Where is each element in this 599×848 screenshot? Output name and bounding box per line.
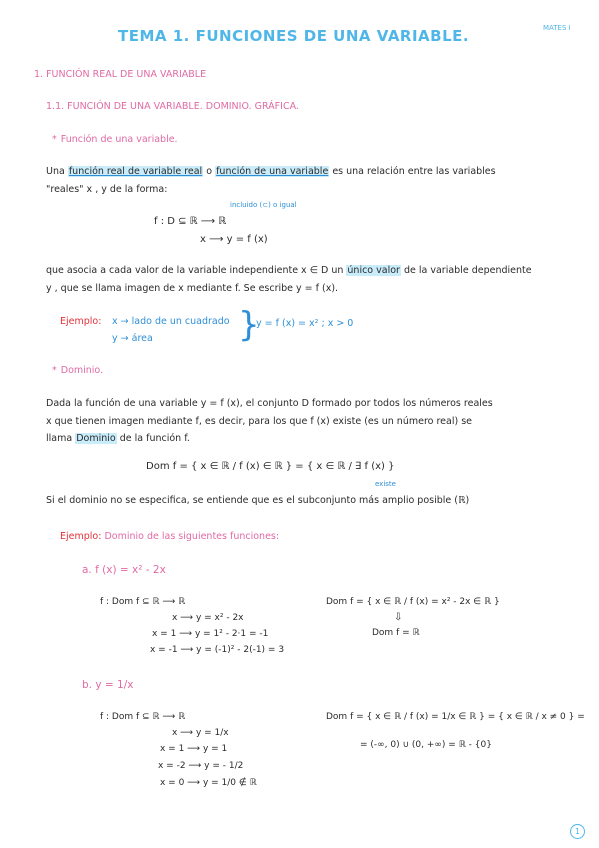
text: o	[206, 166, 213, 177]
page-number: 1	[570, 824, 585, 839]
bullet-icon: *	[52, 365, 57, 376]
definition-line-4: y , que se llama imagen de x mediante f. Se escribe y = f (x).	[46, 283, 339, 294]
highlight-term: función real de variable real	[68, 166, 203, 177]
item-function: f (x) = x² - 2x	[95, 564, 166, 576]
item-a	[82, 564, 166, 576]
b-map-4: x = -2 ⟶ y = - 1/2	[158, 761, 244, 771]
item-label: a.	[82, 564, 92, 576]
function-map-line-1: f : D ⊆ ℝ ⟶ ℝ	[154, 216, 227, 227]
b-map-3: x = 1 ⟶ y = 1	[160, 744, 228, 754]
a-map-4: x = -1 ⟶ y = (-1)² - 2(-1) = 3	[150, 645, 285, 655]
definition-line-1	[46, 166, 496, 177]
highlight-term: función de una variable	[216, 166, 329, 177]
domain-line-4: Si el dominio no se especifica, se entiende que es el subconjunto más amplio posible (ℝ)	[46, 495, 470, 506]
bullet-text: Dominio.	[60, 365, 104, 376]
text: de la variable dependiente	[403, 265, 532, 276]
section-heading: 1. FUNCIÓN REAL DE UNA VARIABLE	[34, 69, 207, 80]
example-eq: y = f (x) = x² ; x > 0	[256, 318, 354, 329]
exists-note: existe	[375, 480, 396, 488]
page-title: TEMA 1. FUNCIONES DE UNA VARIABLE.	[118, 27, 470, 45]
a-domain-1: Dom f = { x ∈ ℝ / f (x) = x² - 2x ∈ ℝ }	[326, 597, 500, 607]
down-arrow-icon: ⇩	[394, 612, 403, 623]
bullet-text: Función de una variable.	[60, 134, 178, 145]
brace-icon: }	[238, 305, 260, 345]
bullet-domain	[52, 365, 103, 376]
example-label: Ejemplo:	[60, 531, 102, 542]
a-domain-2: Dom f = ℝ	[372, 628, 420, 638]
text: llama	[46, 433, 73, 444]
subsection-heading: 1.1. FUNCIÓN DE UNA VARIABLE. DOMINIO. GRÁFICA.	[46, 101, 299, 112]
a-map-1: f : Dom f ⊆ ℝ ⟶ ℝ	[100, 597, 186, 607]
a-map-3: x = 1 ⟶ y = 1² - 2·1 = -1	[152, 629, 269, 639]
text: que asocia a cada valor de la variable independiente x ∈ D un	[46, 265, 344, 276]
b-map-5: x = 0 ⟶ y = 1/0 ∉ ℝ	[160, 778, 257, 788]
highlight-term: Dominio	[76, 433, 116, 444]
domain-formula: Dom f = { x ∈ ℝ / f (x) ∈ ℝ } = { x ∈ ℝ / ∃ f (x) }	[146, 461, 395, 472]
definition-line-3	[46, 265, 532, 276]
course-label: MATES I	[543, 24, 571, 32]
item-function: y = 1/x	[95, 679, 134, 691]
function-map-line-2: x ⟶ y = f (x)	[200, 234, 268, 245]
item-label: b.	[82, 679, 93, 691]
example-label: Ejemplo:	[60, 316, 102, 327]
text: de la función f.	[119, 433, 190, 444]
text: es una relación entre las variables	[332, 166, 496, 177]
b-map-1: f : Dom f ⊆ ℝ ⟶ ℝ	[100, 712, 186, 722]
highlight-term: único valor	[347, 265, 400, 276]
example-text: Dominio de las siguientes funciones:	[104, 531, 280, 542]
example-x: x → lado de un cuadrado	[112, 316, 230, 327]
b-map-2: x ⟶ y = 1/x	[172, 728, 229, 738]
included-note: incluido (⊂) o igual	[230, 201, 297, 209]
definition-line-2: "reales" x , y de la forma:	[46, 184, 168, 195]
a-map-2: x ⟶ y = x² - 2x	[172, 613, 244, 623]
b-domain-2: = (-∞, 0) ∪ (0, +∞) = ℝ - {0}	[360, 740, 492, 750]
domain-line-2: x que tienen imagen mediante f, es decir, para los que f (x) existe (es un número real) se	[46, 416, 472, 427]
bullet-icon: *	[52, 134, 57, 145]
domain-line-1: Dada la función de una variable y = f (x), el conjunto D formado por todos los números reales	[46, 398, 493, 409]
text: Una	[46, 166, 65, 177]
item-b	[82, 679, 133, 691]
example-y: y → área	[112, 333, 153, 344]
example-2-heading	[60, 531, 279, 542]
domain-line-3	[46, 433, 190, 444]
bullet-function	[52, 134, 178, 145]
b-domain-1: Dom f = { x ∈ ℝ / f (x) = 1/x ∈ ℝ } = { x ∈ ℝ / x ≠ 0 } =	[326, 712, 585, 722]
